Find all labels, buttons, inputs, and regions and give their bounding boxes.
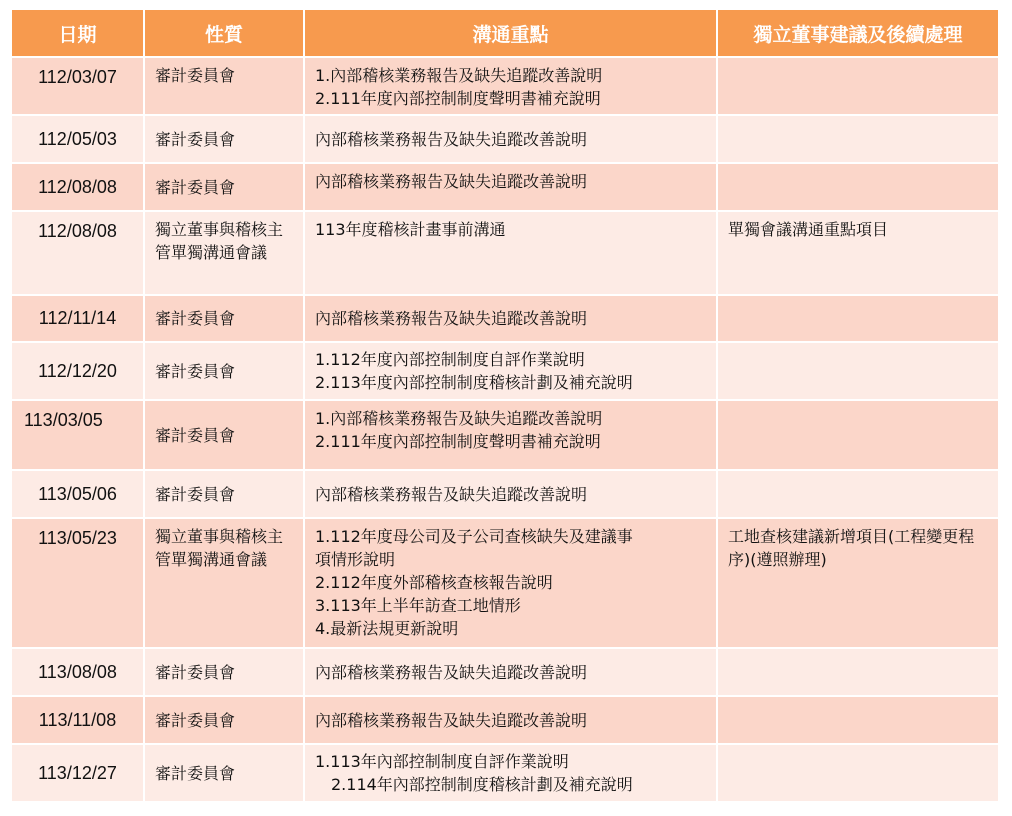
date-cell: 113/12/27 — [11, 744, 144, 802]
point-line: 1.112年度母公司及子公司查核缺失及建議事 — [315, 527, 633, 546]
suggestion-cell — [717, 696, 999, 744]
date-cell: 113/05/06 — [11, 470, 144, 518]
point-line: 內部稽核業務報告及缺失追蹤改善說明 — [315, 662, 588, 682]
point-line: 3.113年上半年訪查工地情形 — [315, 596, 521, 615]
suggestion-cell — [717, 57, 999, 115]
table-row — [11, 744, 999, 802]
suggestion-cell: 工地查核建議新增項目(工程變更程序)(遵照辦理) — [717, 518, 999, 648]
table-row — [11, 342, 999, 400]
communication-table-container — [10, 8, 998, 803]
table-row — [11, 648, 999, 696]
type-cell: 審計委員會 — [144, 115, 304, 163]
table-row — [11, 115, 999, 163]
point-line: 內部稽核業務報告及缺失追蹤改善說明 — [315, 172, 588, 191]
points-cell — [304, 400, 717, 470]
suggestion-cell — [717, 115, 999, 163]
date-cell: 113/11/08 — [11, 696, 144, 744]
type-cell: 審計委員會 — [144, 744, 304, 802]
suggestion-cell — [717, 744, 999, 802]
type-cell: 審計委員會 — [144, 163, 304, 211]
date-cell: 113/03/05 — [11, 400, 144, 470]
points-cell — [304, 470, 717, 518]
date-cell: 113/08/08 — [11, 648, 144, 696]
type-cell: 獨立董事與稽核主管單獨溝通會議 — [144, 211, 304, 295]
points-cell — [304, 115, 717, 163]
header-suggestion: 獨立董事建議及後續處理 — [717, 9, 999, 57]
header-points: 溝通重點 — [304, 9, 717, 57]
type-cell: 審計委員會 — [144, 400, 304, 470]
header-type: 性質 — [144, 9, 304, 57]
date-cell: 112/08/08 — [11, 163, 144, 211]
point-line: 項情形說明 — [315, 550, 396, 569]
table-row — [11, 57, 999, 115]
date-cell: 112/11/14 — [11, 295, 144, 342]
points-cell — [304, 696, 717, 744]
date-cell: 112/08/08 — [11, 211, 144, 295]
type-cell: 審計委員會 — [144, 648, 304, 696]
table-row — [11, 470, 999, 518]
points-cell — [304, 295, 717, 342]
table-row — [11, 518, 999, 648]
point-line: 1.112年度內部控制制度自評作業說明 — [315, 350, 585, 369]
point-line: 1.113年內部控制制度自評作業說明 — [315, 752, 569, 771]
table-row — [11, 211, 999, 295]
table-row — [11, 163, 999, 211]
point-line: 2.113年度內部控制制度稽核計劃及補充說明 — [315, 373, 633, 392]
point-line: 113年度稽核計畫事前溝通 — [315, 220, 506, 239]
points-cell — [304, 163, 717, 211]
suggestion-cell — [717, 295, 999, 342]
header-date: 日期 — [11, 9, 144, 57]
suggestion-cell — [717, 648, 999, 696]
point-line: 4.最新法規更新說明 — [315, 619, 459, 638]
points-cell — [304, 57, 717, 115]
table-row — [11, 696, 999, 744]
date-cell: 112/12/20 — [11, 342, 144, 400]
date-cell: 112/05/03 — [11, 115, 144, 163]
suggestion-cell — [717, 163, 999, 211]
point-line: 2.111年度內部控制制度聲明書補充說明 — [315, 432, 601, 451]
table-row — [11, 400, 999, 470]
table-row — [11, 295, 999, 342]
point-line: 內部稽核業務報告及缺失追蹤改善說明 — [315, 710, 588, 730]
suggestion-cell: 單獨會議溝通重點項目 — [717, 211, 999, 295]
point-line: 1.內部稽核業務報告及缺失追蹤改善說明 — [315, 66, 603, 85]
date-cell: 113/05/23 — [11, 518, 144, 648]
suggestion-cell — [717, 470, 999, 518]
point-line: 1.內部稽核業務報告及缺失追蹤改善說明 — [315, 409, 603, 428]
header-row — [11, 9, 999, 57]
type-cell: 審計委員會 — [144, 696, 304, 744]
points-cell — [304, 342, 717, 400]
point-line: 內部稽核業務報告及缺失追蹤改善說明 — [315, 309, 588, 328]
points-cell — [304, 744, 717, 802]
type-cell: 審計委員會 — [144, 470, 304, 518]
point-line: 內部稽核業務報告及缺失追蹤改善說明 — [315, 129, 588, 149]
suggestion-cell — [717, 400, 999, 470]
point-line: 內部稽核業務報告及缺失追蹤改善說明 — [315, 484, 588, 504]
type-cell: 審計委員會 — [144, 57, 304, 115]
type-cell: 獨立董事與稽核主管單獨溝通會議 — [144, 518, 304, 648]
communication-table — [10, 8, 1000, 803]
point-line: 2.112年度外部稽核查核報告說明 — [315, 573, 553, 592]
type-cell: 審計委員會 — [144, 295, 304, 342]
points-cell — [304, 211, 717, 295]
type-cell: 審計委員會 — [144, 342, 304, 400]
points-cell — [304, 648, 717, 696]
date-cell: 112/03/07 — [11, 57, 144, 115]
point-line: 2.114年內部控制制度稽核計劃及補充說明 — [331, 775, 633, 794]
suggestion-cell — [717, 342, 999, 400]
point-line: 2.111年度內部控制制度聲明書補充說明 — [315, 89, 601, 108]
points-cell — [304, 518, 717, 648]
